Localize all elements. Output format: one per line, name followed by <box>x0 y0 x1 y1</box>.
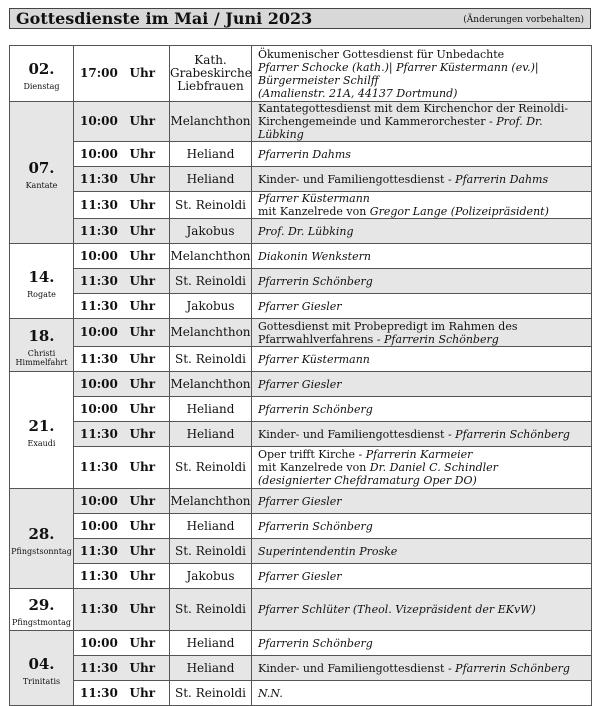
time-unit: Uhr <box>128 167 170 192</box>
schedule-row <box>10 372 592 397</box>
service-description <box>252 319 592 347</box>
service-description <box>252 564 592 589</box>
description-text: Pfarrwahlverfahrens - <box>258 332 385 346</box>
time-unit: Uhr <box>128 372 170 397</box>
service-description <box>252 447 592 489</box>
service-description <box>252 142 592 167</box>
schedule-row <box>10 192 592 219</box>
person-name: Pfarrerin Schönberg <box>258 274 373 288</box>
description-text: Oper trifft Kirche - <box>258 448 366 461</box>
description-text: mit Kanzelrede von <box>258 461 370 474</box>
day-number: 04. <box>28 654 55 673</box>
schedule-row <box>10 294 592 319</box>
page-title: Gottesdienste im Mai / Juni 2023 <box>16 9 313 28</box>
schedule-row <box>10 142 592 167</box>
schedule-body <box>10 46 592 706</box>
description-line <box>258 300 591 313</box>
description-line <box>258 205 591 218</box>
description-line <box>258 173 591 186</box>
day-cell <box>10 102 74 244</box>
service-time: 11:30 <box>74 167 128 192</box>
person-name: Pfarrer Giesler <box>258 494 342 508</box>
schedule-row <box>10 589 592 631</box>
day-cell <box>10 631 74 706</box>
schedule-row <box>10 347 592 372</box>
time-unit: Uhr <box>128 564 170 589</box>
description-line <box>258 225 591 238</box>
day-cell <box>10 46 74 102</box>
person-name: Pfarrerin Karmeier <box>365 448 473 461</box>
description-line <box>258 570 591 583</box>
person-name: Prof. Dr. Lübking <box>258 224 354 238</box>
person-name: Pfarrerin Schönberg <box>258 636 373 650</box>
person-name: Diakonin Wenkstern <box>258 249 371 263</box>
person-name: Pfarrer Küstermann <box>258 352 370 366</box>
description-text: mit Kanzelrede von <box>258 205 370 218</box>
person-name: Dr. Daniel C. Schindler <box>369 461 498 474</box>
service-description <box>252 631 592 656</box>
schedule-table <box>9 45 592 706</box>
day-number: 07. <box>28 159 55 177</box>
schedule-row <box>10 422 592 447</box>
description-line <box>258 333 591 346</box>
service-time: 10:00 <box>74 142 128 167</box>
time-unit: Uhr <box>128 294 170 319</box>
description-line <box>258 603 591 616</box>
schedule-row <box>10 167 592 192</box>
description-line <box>258 275 591 288</box>
day-name: Kantate <box>25 181 58 190</box>
time-unit: Uhr <box>128 244 170 269</box>
service-description <box>252 244 592 269</box>
service-time: 10:00 <box>74 397 128 422</box>
schedule-row <box>10 514 592 539</box>
service-time: 11:30 <box>74 539 128 564</box>
schedule-row <box>10 681 592 706</box>
person-name: Pfarrerin Schönberg <box>455 661 570 675</box>
description-line <box>258 353 591 366</box>
service-time: 10:00 <box>74 489 128 514</box>
person-name: Pfarrer Schlüter (Theol. Vizepräsident der EKvW) <box>258 603 536 616</box>
service-location: Melanchthon <box>170 319 252 347</box>
service-time: 11:30 <box>74 447 128 489</box>
service-time: 11:30 <box>74 294 128 319</box>
service-time: 11:30 <box>74 422 128 447</box>
description-line <box>258 74 591 87</box>
service-location: St. Reinoldi <box>170 681 252 706</box>
day-cell <box>10 319 74 372</box>
time-unit: Uhr <box>128 102 170 142</box>
schedule-row <box>10 631 592 656</box>
person-name: Prof. Dr. Lübking <box>258 115 543 141</box>
service-description <box>252 539 592 564</box>
service-description <box>252 681 592 706</box>
description-line <box>258 192 591 205</box>
day-name: Christi Himmelfahrt <box>15 349 68 367</box>
description-line <box>258 320 591 333</box>
service-location: Heliand <box>170 514 252 539</box>
day-number: 21. <box>28 416 55 435</box>
service-location: Heliand <box>170 656 252 681</box>
day-name: Dienstag <box>23 82 60 91</box>
service-location: Heliand <box>170 422 252 447</box>
service-time: 11:30 <box>74 219 128 244</box>
service-location: Jakobus <box>170 294 252 319</box>
schedule-row <box>10 447 592 489</box>
service-location: Heliand <box>170 142 252 167</box>
person-name: Pfarrer Giesler <box>258 377 342 391</box>
time-unit: Uhr <box>128 681 170 706</box>
service-location: Melanchthon <box>170 102 252 142</box>
time-unit: Uhr <box>128 489 170 514</box>
time-unit: Uhr <box>128 631 170 656</box>
service-description <box>252 269 592 294</box>
time-unit: Uhr <box>128 219 170 244</box>
schedule-row <box>10 397 592 422</box>
time-unit: Uhr <box>128 656 170 681</box>
day-number: 14. <box>28 267 55 286</box>
person-name: (designierter Chefdramaturg Oper DO) <box>258 474 477 487</box>
day-cell <box>10 244 74 319</box>
service-description <box>252 192 592 219</box>
service-description <box>252 589 592 631</box>
day-name: Exaudi <box>27 438 56 448</box>
service-time: 11:30 <box>74 656 128 681</box>
description-line <box>258 461 591 474</box>
description-text: Ökumenischer Gottesdienst für Unbedachte <box>258 47 505 61</box>
service-time: 10:00 <box>74 319 128 347</box>
service-description <box>252 372 592 397</box>
schedule-row <box>10 656 592 681</box>
person-name: Pfarrer Giesler <box>258 299 342 313</box>
schedule-row <box>10 269 592 294</box>
time-unit: Uhr <box>128 142 170 167</box>
service-description <box>252 167 592 192</box>
description-text: Gottesdienst mit Probepredigt im Rahmen des <box>258 319 518 333</box>
description-text: Kirchengemeinde und Kammerorchester - <box>258 115 497 128</box>
time-unit: Uhr <box>128 447 170 489</box>
description-line <box>258 87 591 100</box>
service-time: 11:30 <box>74 192 128 219</box>
schedule-row <box>10 489 592 514</box>
time-unit: Uhr <box>128 422 170 447</box>
person-name: N.N. <box>258 686 283 700</box>
person-name: Pfarrerin Dahms <box>258 147 351 161</box>
description-text: Kinder- und Familiengottesdienst - <box>258 427 456 441</box>
time-unit: Uhr <box>128 319 170 347</box>
day-number: 28. <box>28 525 55 543</box>
service-location: Melanchthon <box>170 244 252 269</box>
service-description <box>252 294 592 319</box>
description-text: | <box>534 60 539 74</box>
time-unit: Uhr <box>128 589 170 631</box>
day-name: Pfingstsonntag <box>11 547 72 556</box>
service-location: Jakobus <box>170 219 252 244</box>
service-time: 11:30 <box>74 564 128 589</box>
description-line <box>258 378 591 391</box>
person-name: Pfarrerin Schönberg <box>384 332 499 346</box>
description-text: Kinder- und Familiengottesdienst - <box>258 172 456 186</box>
person-name: Gregor Lange (Polizeipräsident) <box>369 205 549 218</box>
time-unit: Uhr <box>128 514 170 539</box>
description-line <box>258 115 591 141</box>
person-name: Pfarrer Schocke (kath.) <box>258 60 389 74</box>
description-text: Kinder- und Familiengottesdienst - <box>258 661 456 675</box>
schedule-row <box>10 564 592 589</box>
description-text: | <box>388 60 397 74</box>
person-name: Pfarrerin Schönberg <box>258 402 373 416</box>
description-line <box>258 148 591 161</box>
service-description <box>252 46 592 102</box>
day-cell <box>10 372 74 489</box>
day-name: Trinitatis <box>22 676 61 686</box>
person-name: Pfarrerin Schönberg <box>455 427 570 441</box>
service-location: Melanchthon <box>170 489 252 514</box>
service-description <box>252 102 592 142</box>
schedule-row <box>10 102 592 142</box>
description-text: Kantategottesdienst mit dem Kirchenchor der Reinoldi- <box>258 102 569 115</box>
service-time: 11:30 <box>74 347 128 372</box>
person-name: (Amalienstr. 21A, 44137 Dortmund) <box>258 86 458 100</box>
service-description <box>252 347 592 372</box>
description-line <box>258 48 591 61</box>
description-line <box>258 662 591 675</box>
service-description <box>252 397 592 422</box>
description-line <box>258 61 591 74</box>
day-number: 02. <box>28 60 55 78</box>
service-description <box>252 219 592 244</box>
day-number: 29. <box>28 596 55 614</box>
service-location: Heliand <box>170 167 252 192</box>
service-description <box>252 489 592 514</box>
service-time: 11:30 <box>74 269 128 294</box>
day-cell <box>10 489 74 589</box>
service-location: Heliand <box>170 631 252 656</box>
description-line <box>258 428 591 441</box>
description-line <box>258 448 591 461</box>
person-name: Pfarrerin Dahms <box>455 172 549 186</box>
header-note: (Änderungen vorbehalten) <box>463 15 584 25</box>
time-unit: Uhr <box>128 347 170 372</box>
description-line <box>258 520 591 533</box>
service-description <box>252 656 592 681</box>
service-time: 10:00 <box>74 514 128 539</box>
service-location: St. Reinoldi <box>170 192 252 219</box>
person-name: Pfarrer Küstermann <box>258 192 370 205</box>
day-name: Pfingstmontag <box>12 618 71 627</box>
service-location: Kath. Grabeskirche Liebfrauen <box>170 46 252 102</box>
description-line <box>258 687 591 700</box>
service-location: Jakobus <box>170 564 252 589</box>
time-unit: Uhr <box>128 539 170 564</box>
time-unit: Uhr <box>128 269 170 294</box>
schedule-row <box>10 319 592 347</box>
description-line <box>258 403 591 416</box>
service-time: 10:00 <box>74 631 128 656</box>
service-location: St. Reinoldi <box>170 539 252 564</box>
description-line <box>258 102 591 115</box>
description-line <box>258 474 591 487</box>
person-name: Pfarrerin Schönberg <box>258 519 373 533</box>
schedule-row <box>10 46 592 102</box>
service-location: Heliand <box>170 397 252 422</box>
person-name: Pfarrer Giesler <box>258 569 342 583</box>
service-time: 10:00 <box>74 372 128 397</box>
schedule-row <box>10 219 592 244</box>
person-name: Pfarrer Küstermann (ev.) <box>396 60 535 74</box>
description-line <box>258 545 591 558</box>
service-time: 17:00 <box>74 46 128 102</box>
service-time: 11:30 <box>74 589 128 631</box>
day-cell <box>10 589 74 631</box>
service-location: Melanchthon <box>170 372 252 397</box>
schedule-row <box>10 244 592 269</box>
service-location: St. Reinoldi <box>170 269 252 294</box>
description-line <box>258 495 591 508</box>
time-unit: Uhr <box>128 397 170 422</box>
service-location: St. Reinoldi <box>170 347 252 372</box>
service-time: 10:00 <box>74 102 128 142</box>
service-time: 11:30 <box>74 681 128 706</box>
service-time: 10:00 <box>74 244 128 269</box>
description-line <box>258 250 591 263</box>
service-description <box>252 514 592 539</box>
day-name: Rogate <box>27 289 56 299</box>
schedule-row <box>10 539 592 564</box>
service-location: St. Reinoldi <box>170 589 252 631</box>
time-unit: Uhr <box>128 46 170 102</box>
person-name: Bürgermeister Schilff <box>258 73 379 87</box>
day-number: 18. <box>28 327 55 345</box>
description-line <box>258 637 591 650</box>
person-name: Superintendentin Proske <box>258 544 398 558</box>
time-unit: Uhr <box>128 192 170 219</box>
service-description <box>252 422 592 447</box>
service-location: St. Reinoldi <box>170 447 252 489</box>
page-header <box>9 8 591 29</box>
